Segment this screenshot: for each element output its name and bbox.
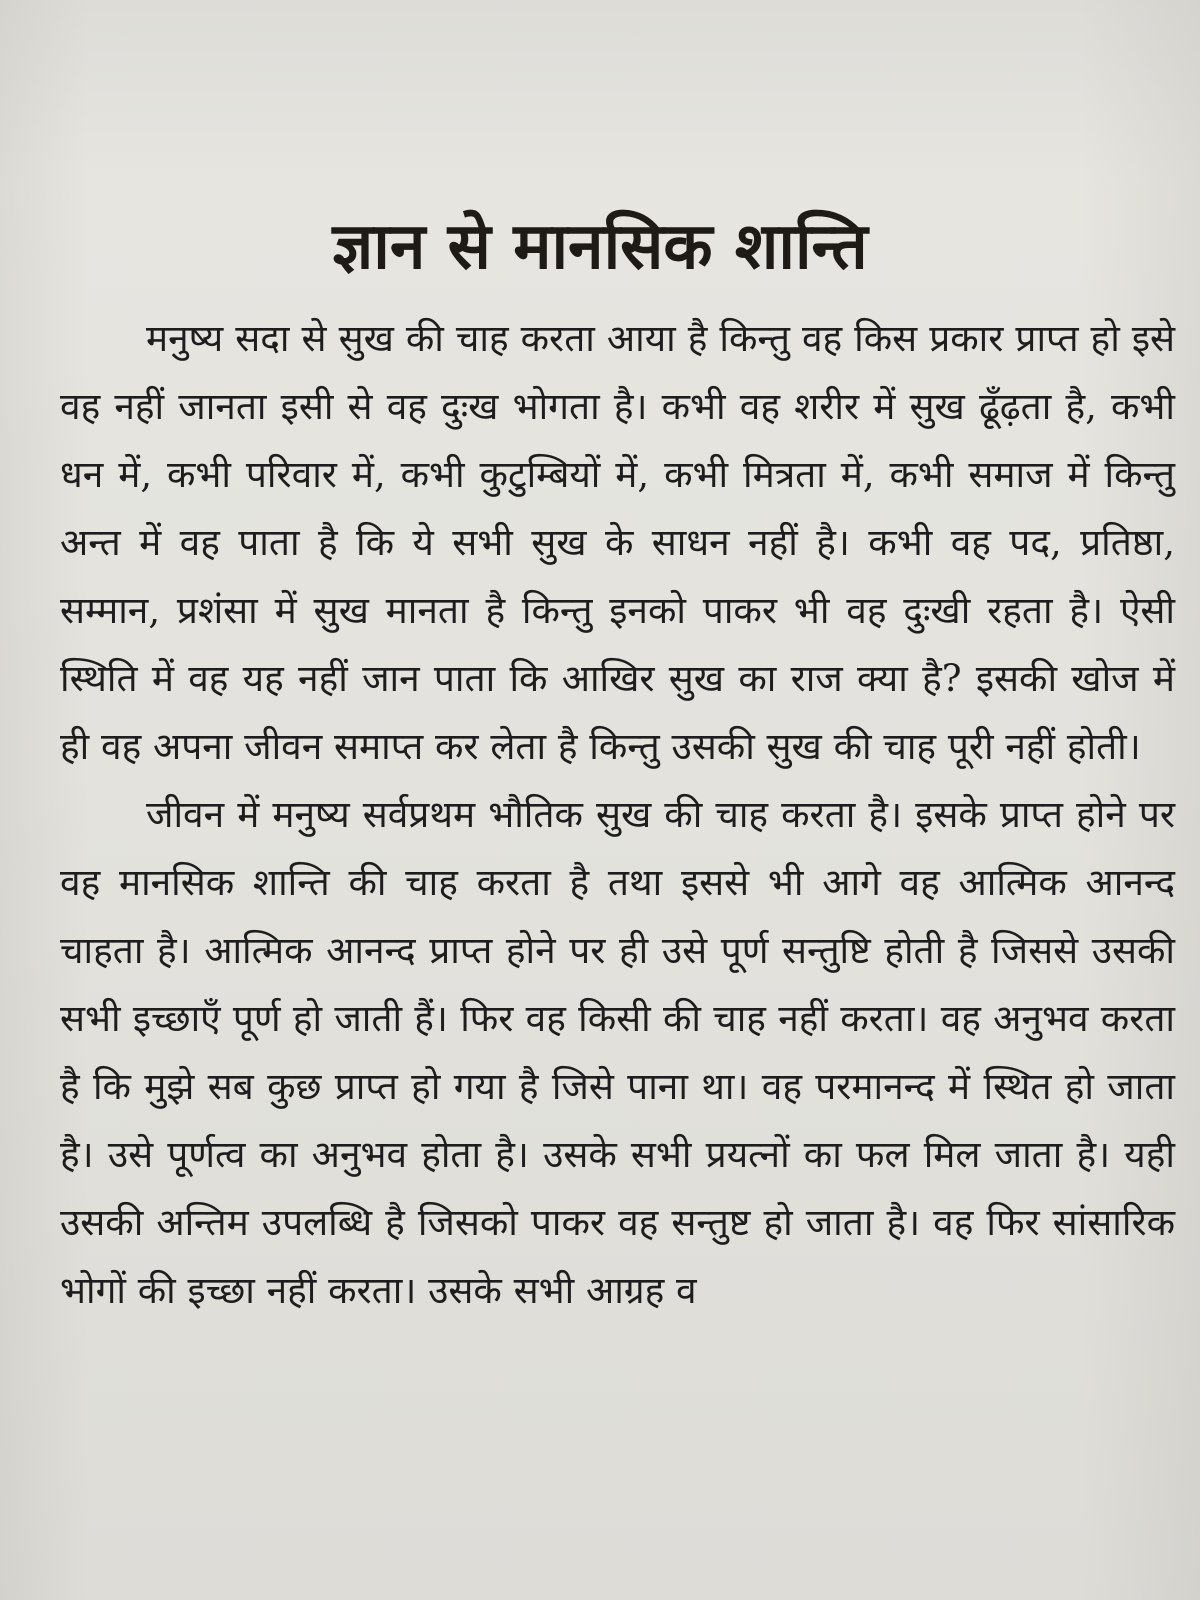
paragraph-1: मनुष्य सदा से सुख की चाह करता आया है किन्तु वह किस प्रकार प्राप्त हो इसे वह नहीं जानता इसी से वह दुःख भोगता है। कभी वह शरीर में सुख ढूँढ़ता है, कभी धन में, कभी परिवार में, कभी कुटुम्बियों में, कभी मित्रता में, कभी समाज में किन्तु अन्त में वह पाता है कि ये सभी सुख के साधन नहीं है। कभी वह पद, प्रतिष्ठा, सम्मान, प्रशंसा में सुख मानता है किन्तु इनको पाकर भी वह दुःखी रहता है। ऐसी स्थिति में वह यह नहीं जान पाता कि आखिर सुख का राज क्या है? इसकी खोज में ही वह अपना जीवन समाप्त कर लेता है किन्तु उसकी सुख की चाह पूरी नहीं होती। [60, 317, 1175, 768]
body-text [60, 305, 1175, 1325]
show-through-bleed [0, 0, 1200, 180]
paragraph-2: जीवन में मनुष्य सर्वप्रथम भौतिक सुख की चाह करता है। इसके प्राप्त होने पर वह मानसिक शान्ति की चाह करता है तथा इससे भी आगे वह आत्मिक आनन्द चाहता है। आत्मिक आनन्द प्राप्त होने पर ही उसे पूर्ण सन्तुष्टि होती है जिससे उसकी सभी इच्छाएँ पूर्ण हो जाती हैं। फिर वह किसी की चाह नहीं करता। वह अनुभव करता है कि मुझे सब कुछ प्राप्त हो गया है जिसे पाना था। वह परमानन्द में स्थित हो जाता है। उसे पूर्णत्व का अनुभव होता है। उसके सभी प्रयत्नों का फल मिल जाता है। यही उसकी अन्तिम उपलब्धि है जिसको पाकर वह सन्तुष्ट हो जाता है। वह फिर सांसारिक भोगों की इच्छा नहीं करता। उसके सभी आग्रह व [60, 793, 1175, 1312]
page-title: ज्ञान से मानसिक शान्ति [332, 209, 868, 284]
